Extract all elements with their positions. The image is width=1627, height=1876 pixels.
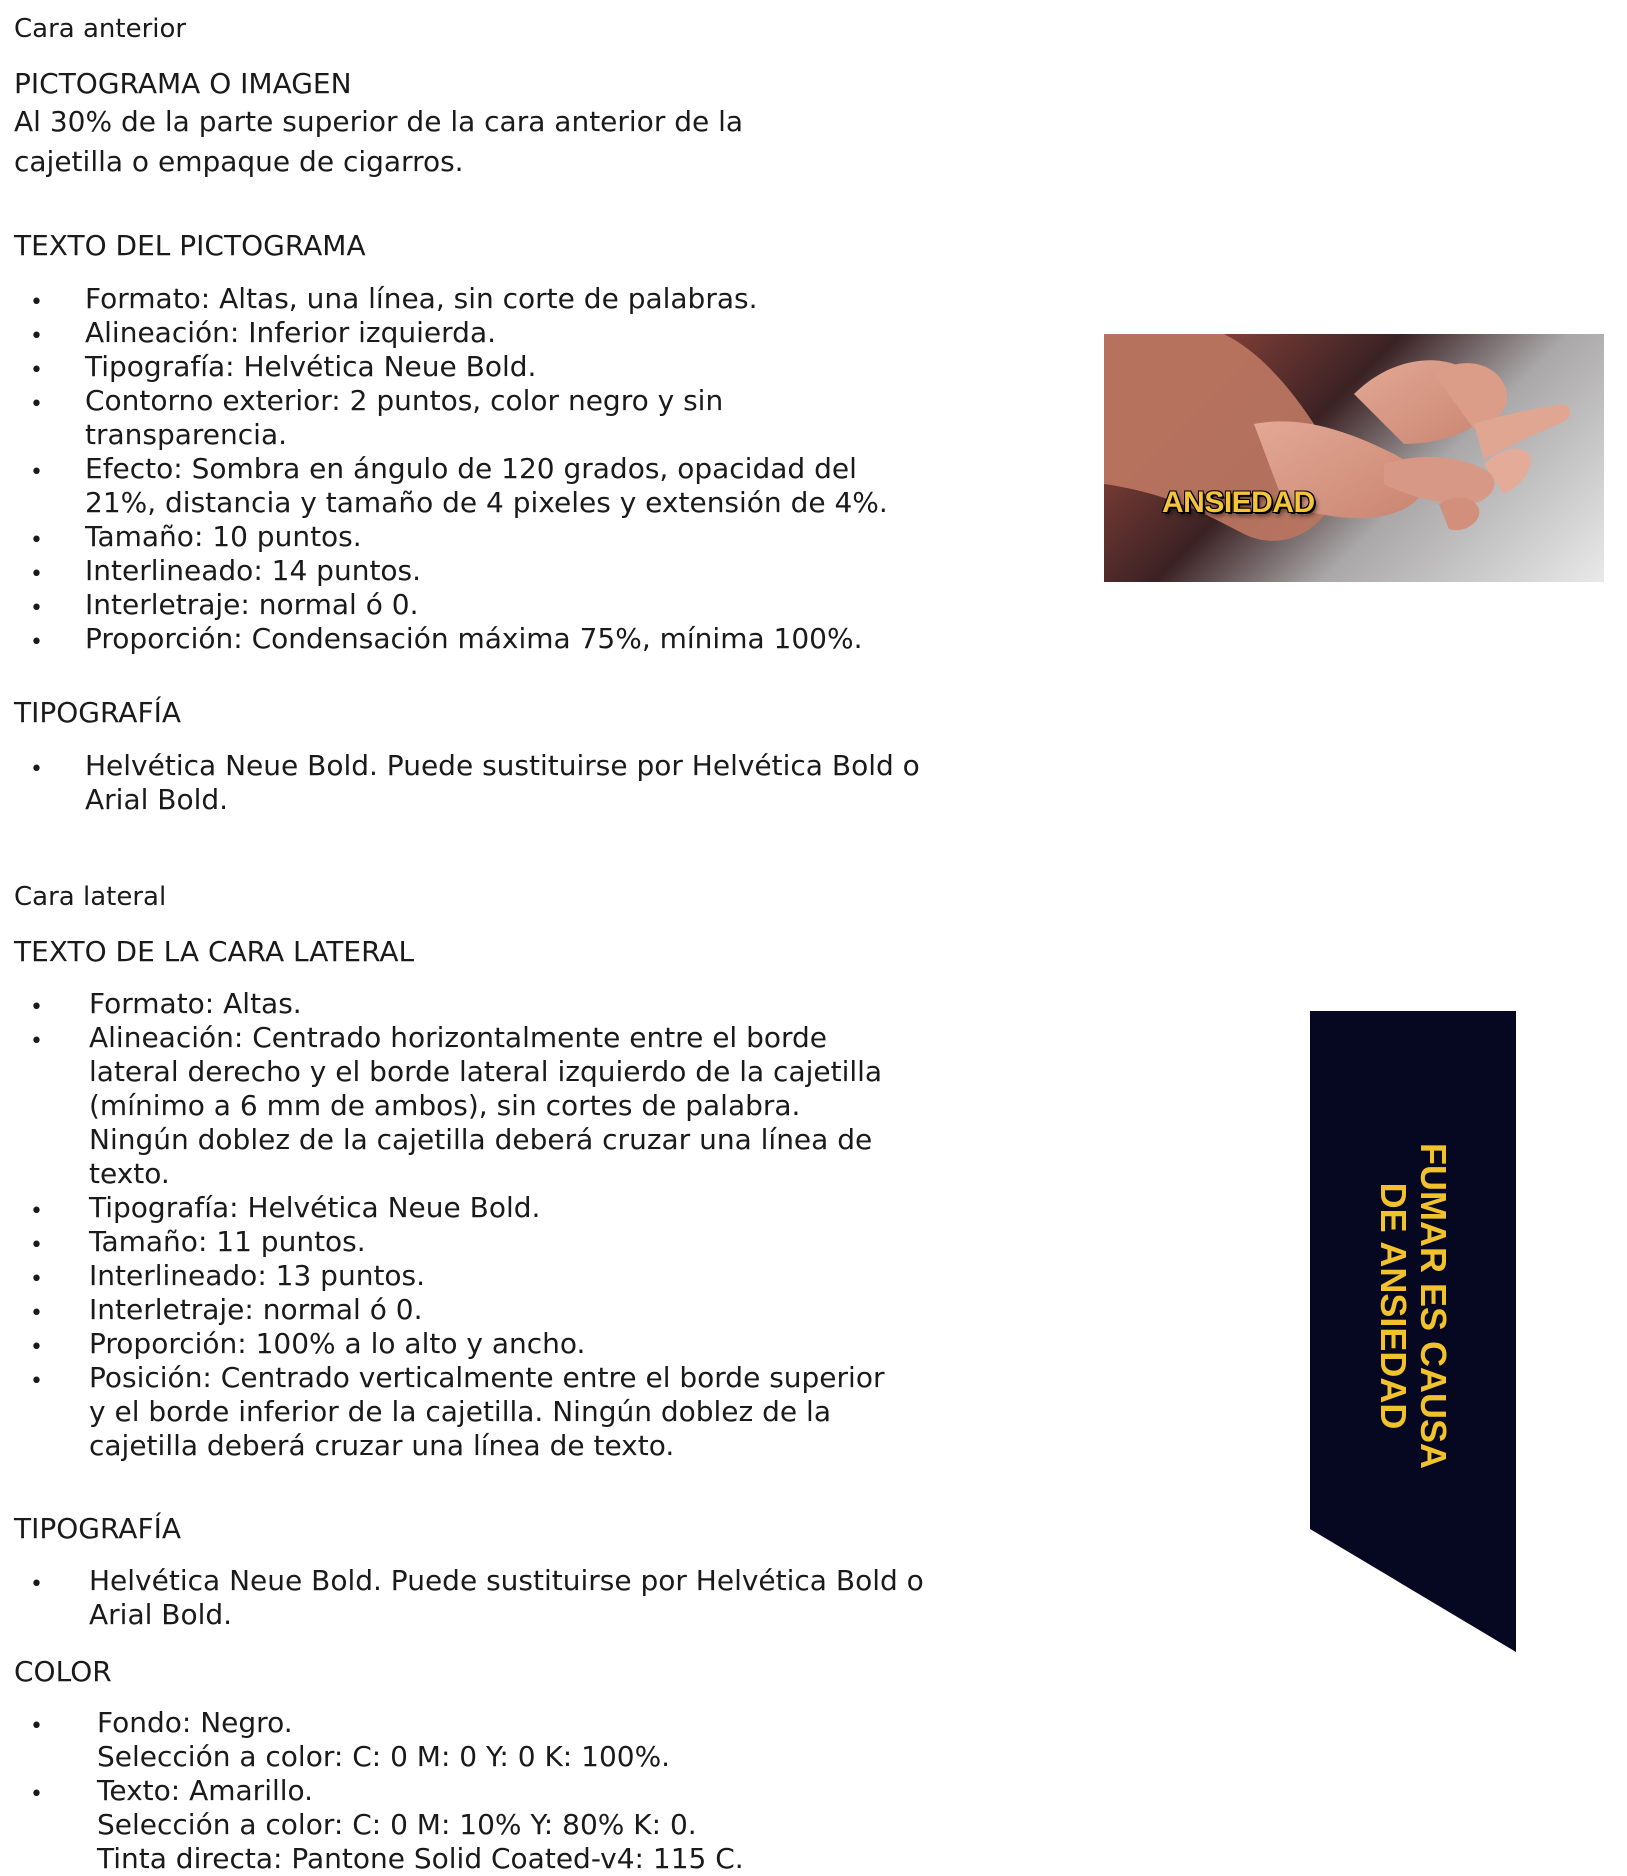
list-item: • Formato: Altas. bbox=[89, 987, 949, 1021]
side-panel-mockup bbox=[1310, 1011, 1516, 1652]
side-heading: Cara lateral bbox=[14, 882, 167, 912]
list-item: • Interlineado: 13 puntos. bbox=[89, 1259, 949, 1293]
color-title: COLOR bbox=[14, 1655, 112, 1688]
list-item: • Alineación: Inferior izquierda. bbox=[85, 316, 945, 350]
image-label: ANSIEDAD bbox=[1162, 486, 1315, 519]
list-item: • Efecto: Sombra en ángulo de 120 grados, opacidad del 21%, distancia y tamaño de 4 pixeles y extensión de 4%. bbox=[85, 452, 945, 520]
list-item: • Tamaño: 10 puntos. bbox=[85, 520, 945, 554]
list-item: • Contorno exterior: 2 puntos, color negro y sin transparencia. bbox=[85, 384, 945, 452]
color-list bbox=[97, 1706, 957, 1876]
side-text-list bbox=[89, 987, 949, 1463]
list-item: • Proporción: Condensación máxima 75%, mínima 100%. bbox=[85, 622, 945, 656]
list-item: • Tamaño: 11 puntos. bbox=[89, 1225, 949, 1259]
picto-desc: Al 30% de la parte superior de la cara anterior de la cajetilla o empaque de cigarros. bbox=[14, 105, 744, 178]
list-item: • Alineación: Centrado horizontalmente entre el borde lateral derecho y el borde lateral izquierdo de la cajetilla (mínimo a 6 mm de ambos), sin cortes de palabra. Ningún doblez de la cajetilla deberá cruzar una línea de texto. bbox=[89, 1021, 949, 1191]
picto-text-list bbox=[85, 282, 945, 656]
picto-text-title: TEXTO DEL PICTOGRAMA bbox=[14, 229, 366, 262]
list-item: • Posición: Centrado verticalmente entre el borde superior y el borde inferior de la cajetilla. Ningún doblez de la cajetilla deberá cruzar una línea de texto. bbox=[89, 1361, 949, 1463]
side-typo-title: TIPOGRAFÍA bbox=[14, 1512, 181, 1545]
list-item: • Interlineado: 14 puntos. bbox=[85, 554, 945, 588]
picto-title: PICTOGRAMA O IMAGEN bbox=[14, 67, 352, 100]
list-item: • Helvética Neue Bold. Puede sustituirse por Helvética Bold o Arial Bold. bbox=[89, 1564, 949, 1632]
list-item: • Fondo: Negro. Selección a color: C: 0 M: 0 Y: 0 K: 100%. bbox=[97, 1706, 957, 1774]
list-item: • Texto: Amarillo. Selección a color: C: 0 M: 10% Y: 80% K: 0. Tinta directa: Pantone Solid Coated-v4: 115 C. bbox=[97, 1774, 957, 1876]
list-item: • Interletraje: normal ó 0. bbox=[85, 588, 945, 622]
list-item: • Interletraje: normal ó 0. bbox=[89, 1293, 949, 1327]
front-typo-list bbox=[85, 749, 945, 817]
side-text-title: TEXTO DE LA CARA LATERAL bbox=[14, 935, 415, 968]
list-item: • Proporción: 100% a lo alto y ancho. bbox=[89, 1327, 949, 1361]
side-typo-list bbox=[89, 1564, 949, 1632]
list-item: • Formato: Altas, una línea, sin corte de palabras. bbox=[85, 282, 945, 316]
side-panel-text: FUMAR ES CAUSA DE ANSIEDAD bbox=[1373, 1142, 1454, 1470]
list-item: • Tipografía: Helvética Neue Bold. bbox=[85, 350, 945, 384]
front-typo-title: TIPOGRAFÍA bbox=[14, 696, 181, 729]
front-heading: Cara anterior bbox=[14, 14, 187, 44]
list-item: • Helvética Neue Bold. Puede sustituirse por Helvética Bold o Arial Bold. bbox=[85, 749, 945, 817]
anxiety-hand-image bbox=[1104, 334, 1604, 582]
list-item: • Tipografía: Helvética Neue Bold. bbox=[89, 1191, 949, 1225]
